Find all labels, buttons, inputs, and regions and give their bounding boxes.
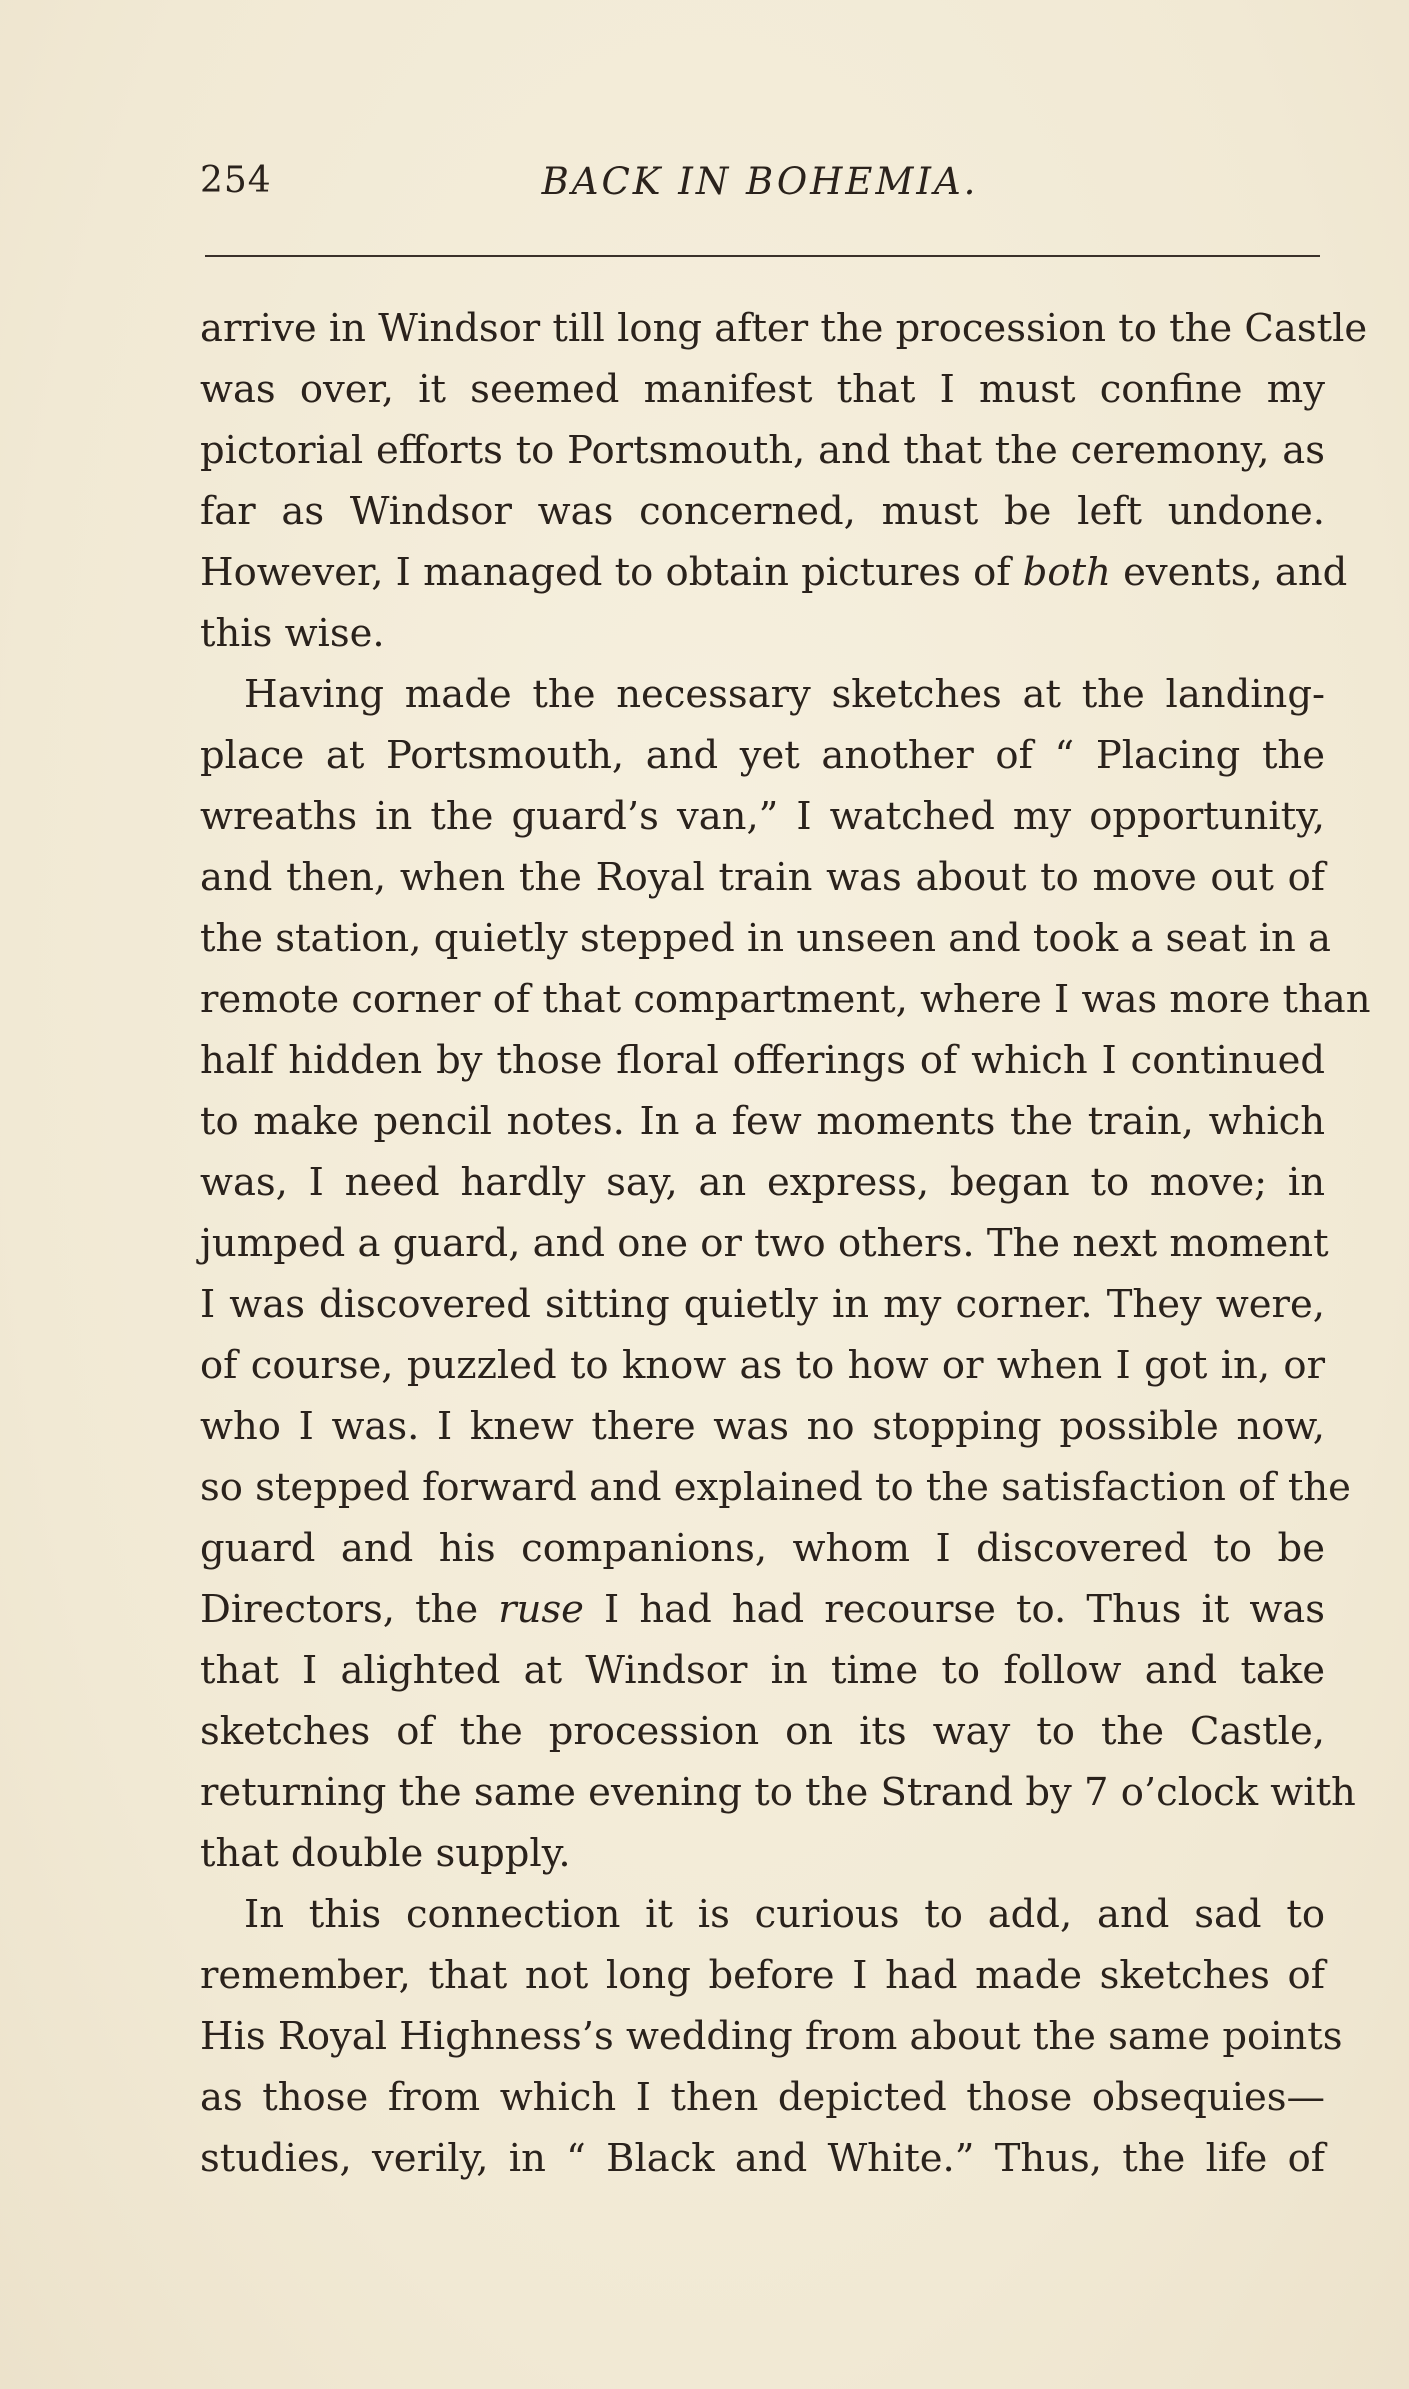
text-line: and then, when the Royal train was about to move out of [200, 855, 1325, 900]
text-line: guard and his companions, whom I discovered to be [200, 1526, 1325, 1571]
text-line: far as Windsor was concerned, must be left undone. [200, 489, 1325, 534]
text-line: studies, verily, in “ Black and White.” Thus, the life of [200, 2136, 1325, 2181]
body-text [200, 298, 1371, 2189]
text-line: half hidden by those floral offerings of which I continued [200, 1038, 1325, 1083]
text-line: was, I need hardly say, an express, began to move; in [200, 1160, 1325, 1205]
text-line: remember, that not long before I had made sketches of [200, 1953, 1325, 1998]
text-line: sketches of the procession on its way to the Castle, [200, 1709, 1325, 1754]
running-title: BACK IN BOHEMIA. [541, 160, 979, 203]
paragraph-end-line: this wise. [200, 611, 385, 656]
header-rule [205, 255, 1320, 257]
text-line: jumped a guard, and one or two others. The next moment [200, 1221, 1329, 1266]
text-line: of course, puzzled to know as to how or when I got in, or [200, 1343, 1325, 1388]
text-line: wreaths in the guard’s van,” I watched my opportunity, [200, 794, 1325, 839]
text-run: Directors, the [200, 1587, 499, 1632]
text-line: His Royal Highness’s wedding from about the same points [200, 2014, 1343, 2059]
text-line [200, 1579, 1325, 1640]
text-line: to make pencil notes. In a few moments the train, which [200, 1099, 1325, 1144]
text-line: place at Portsmouth, and yet another of “ Placing the [200, 733, 1325, 778]
text-line: that I alighted at Windsor in time to follow and take [200, 1648, 1325, 1693]
text-line [200, 542, 1348, 603]
text-run: events, and [1110, 550, 1348, 595]
text-line: remote corner of that compartment, where I was more than [200, 977, 1371, 1022]
paragraph-start-line: Having made the necessary sketches at the landing- [244, 672, 1325, 717]
page-number: 254 [200, 160, 272, 201]
running-head [200, 160, 1320, 220]
italic-word: ruse [498, 1587, 584, 1632]
text-line: I was discovered sitting quietly in my corner. They were, [200, 1282, 1325, 1327]
text-run: I had had recourse to. Thus it was [583, 1587, 1325, 1632]
text-line: returning the same evening to the Strand by 7 o’clock with [200, 1770, 1356, 1815]
text-line: so stepped forward and explained to the satisfaction of the [200, 1465, 1351, 1510]
text-line: the station, quietly stepped in unseen and took a seat in a [200, 916, 1332, 961]
paragraph-end-line: that double supply. [200, 1831, 571, 1876]
text-line: who I was. I knew there was no stopping possible now, [200, 1404, 1325, 1449]
text-run: However, I managed to obtain pictures of [200, 550, 1023, 595]
text-line: as those from which I then depicted those obsequies— [200, 2075, 1325, 2120]
text-line: was over, it seemed manifest that I must confine my [200, 367, 1325, 412]
paragraph-start-line: In this connection it is curious to add, and sad to [244, 1892, 1325, 1937]
text-line: arrive in Windsor till long after the procession to the Castle [200, 306, 1368, 351]
text-line: pictorial efforts to Portsmouth, and that the ceremony, as [200, 428, 1325, 473]
italic-word: both [1022, 550, 1111, 595]
